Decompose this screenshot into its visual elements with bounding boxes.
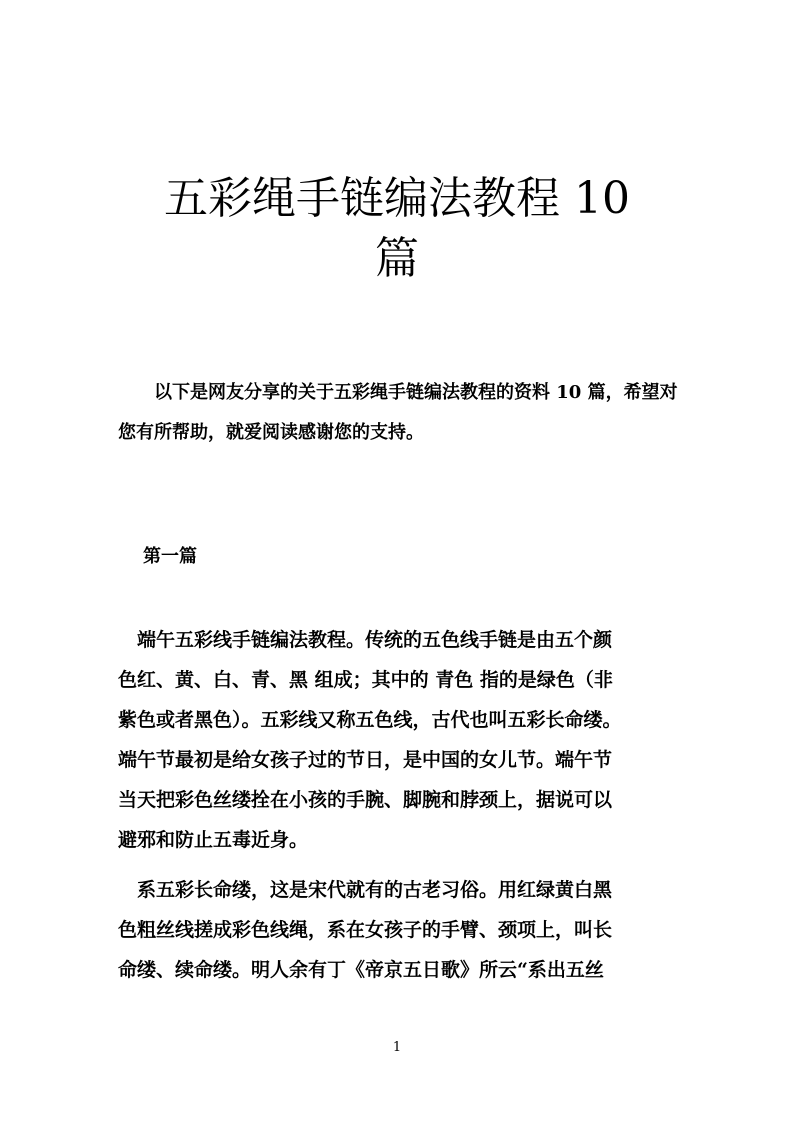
- title-line-2: 篇: [375, 233, 419, 285]
- page-number: 1: [392, 1040, 402, 1055]
- paragraph-line: 色粗丝线搓成彩色线绳，系在女孩子的手臂、颈项上，叫长: [118, 919, 613, 941]
- section-heading: 第一篇: [143, 546, 197, 567]
- body-paragraph-2: [118, 870, 688, 990]
- paragraph-line: 色红、黄、白、青、黑 组成；其中的 青色 指的是绿色（非: [118, 669, 613, 691]
- paragraph-line: 系五彩长命缕，这是宋代就有的古老习俗。用红绿黄白黑: [118, 879, 613, 901]
- paragraph-line: 端午节最初是给女孩子过的节日，是中国的女儿节。端午节: [118, 749, 613, 771]
- body-paragraph-1: [118, 620, 688, 860]
- intro-paragraph: 以下是网友分享的关于五彩绳手链编法教程的资料 10 篇，希望对您有所帮助，就爱阅读感谢您的支持。: [118, 382, 678, 443]
- paragraph-line: 端午五彩线手链编法教程。传统的五色线手链是由五个颜: [118, 629, 613, 651]
- paragraph-line: 当天把彩色丝缕拴在小孩的手腕、脚腕和脖颈上，据说可以: [118, 789, 613, 811]
- title-line-1: 五彩绳手链编法教程 10: [164, 173, 630, 225]
- paragraph-line: 命缕、续命缕。明人余有丁《帝京五日歌》所云“系出五丝: [118, 959, 604, 981]
- document-title: [110, 169, 684, 289]
- paragraph-line: 紫色或者黑色）。五彩线又称五色线，古代也叫五彩长命缕。: [118, 709, 622, 731]
- paragraph-line: 避邪和防止五毒近身。: [118, 829, 309, 851]
